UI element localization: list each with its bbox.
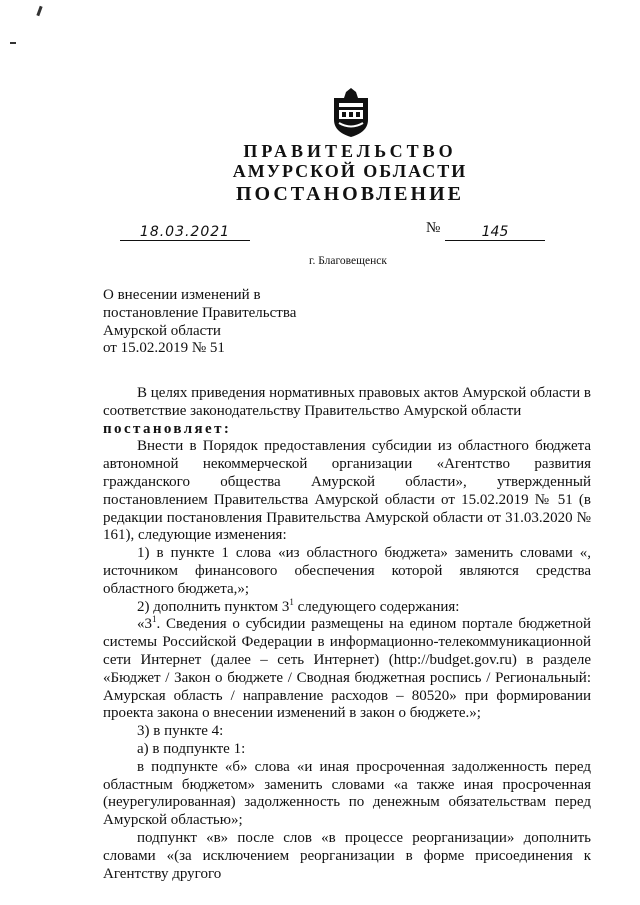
paragraph: подпункт «в» после слов «в процессе реорганизации» дополнить словами «(за исключением реорганизации в форме присоединения к Агентству другого: [103, 829, 591, 882]
intro-paragraph: В целях приведения нормативных правовых актов Амурской области в соответствие законодательству Правительство Амурской области: [103, 385, 591, 419]
number-label: №: [426, 220, 441, 236]
text-run: следующего содержания:: [293, 598, 460, 615]
subject-line: Амурской области: [103, 322, 221, 339]
superscript: 1: [289, 596, 294, 607]
resolves-word: постановляет:: [103, 420, 232, 437]
subject-block: [103, 287, 296, 358]
region-title: АМУРСКОЙ ОБЛАСТИ: [232, 161, 468, 181]
government-title: ПРАВИТЕЛЬСТВО: [243, 141, 457, 161]
coat-of-arms-icon: [330, 86, 372, 138]
document-body: [103, 385, 591, 883]
paragraph: [103, 616, 591, 723]
paragraph: а) в подпункте 1:: [137, 740, 246, 757]
paragraph: в подпункте «б» слова «и иная просроченная задолженность перед областным бюджетом» заменить словами «а также иная просроченная (неурегулированная) задолженность по денежным обязательствам перед Амурской областью»;: [103, 758, 591, 829]
paragraph: 3) в пункте 4:: [137, 723, 224, 740]
city: г. Благовещенск: [309, 255, 387, 267]
subject-line: от 15.02.2019 № 51: [103, 340, 225, 357]
paragraph: 1) в пункте 1 слова «из областного бюджета» заменить словами «, источником финансового обеспечения которой являются средства областного бюджета,»;: [103, 545, 591, 597]
document-type: ПОСТАНОВЛЕНИЕ: [236, 183, 464, 205]
text-run: . Сведения о субсидии размещены на едином портале бюджетной системы Российской Федерации в информационно-телекоммуникационной сети Интернет (далее – сеть Интернет) (http://budget.gov.ru) в разделе «Бюджет / Закон о бюджете / Сводная бюджетная роспись / Региональный: Амурская область / направление расходов – 80520» при формировании проекта закона о внесении изменений в закон о бюджете.»;: [103, 616, 591, 722]
text-run: «3: [137, 616, 152, 633]
text-run: 2) дополнить пунктом 3: [137, 598, 290, 615]
superscript: 1: [152, 614, 157, 625]
subject-line: постановление Правительства: [103, 304, 297, 321]
subject-line: О внесении изменений в: [103, 287, 261, 303]
document-date: 18.03.2021: [120, 224, 250, 241]
scan-mark: [36, 6, 42, 16]
paragraph: Внести в Порядок предоставления субсидии из областного бюджета автономной некоммерческой организации «Агентство развития гражданского общества Амурской области», утвержденный постановлением Правительства Амурской области от 15.02.2019 № 51 (в редакции постановления Правительства Амурской области от 31.03.2020 № 161), следующие изменения:: [103, 438, 591, 544]
scan-mark: [10, 42, 16, 44]
document-number: 145: [445, 224, 545, 241]
paragraph: [103, 596, 591, 617]
